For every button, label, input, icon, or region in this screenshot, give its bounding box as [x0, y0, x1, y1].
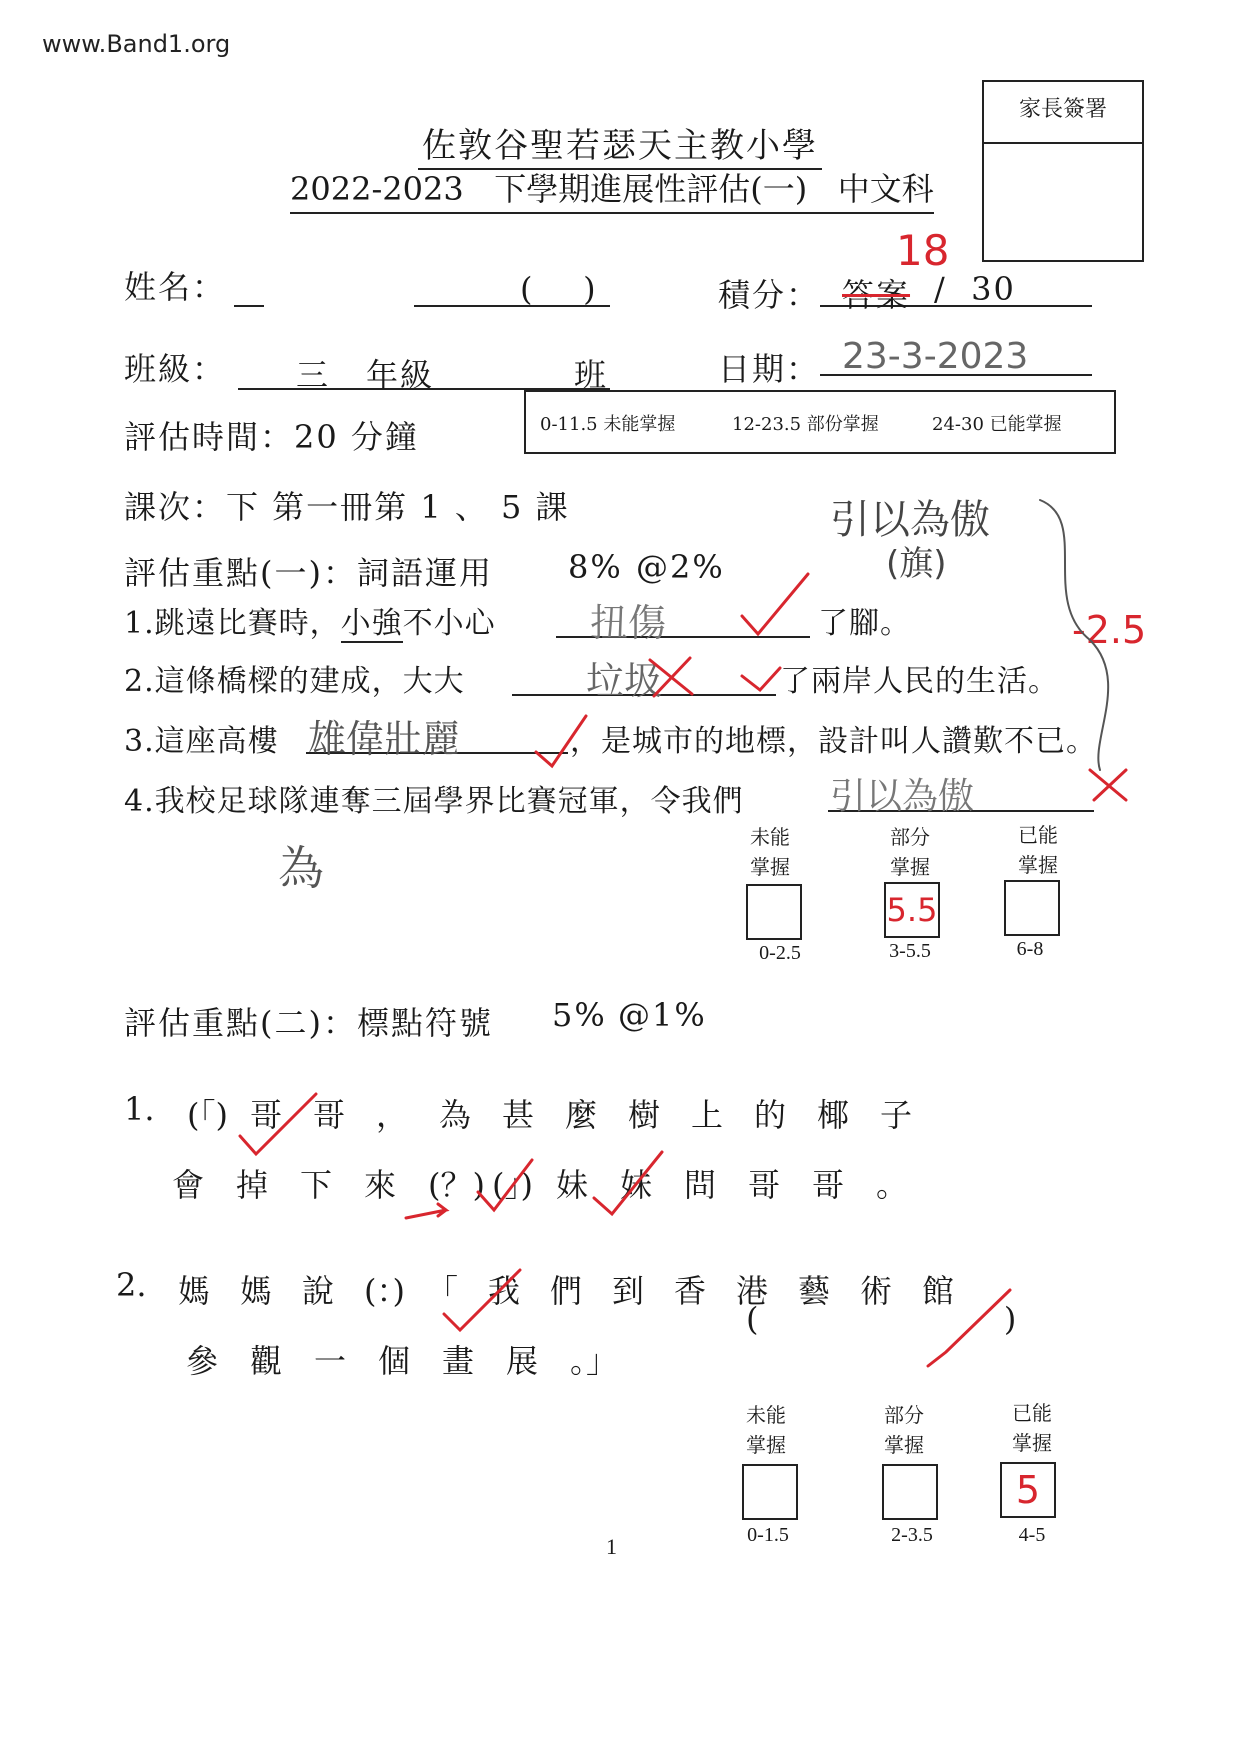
section1-each: @2% — [636, 548, 725, 586]
time-label: 評估時間：20 分鐘 — [124, 418, 419, 456]
grid-char: 哥 — [313, 1096, 346, 1134]
arrow-s2 — [406, 1204, 446, 1218]
tick-s2-q1-b — [478, 1160, 532, 1210]
s2-q2-bracket: ( ) — [746, 1300, 1019, 1338]
grid-char: 來 — [364, 1166, 397, 1204]
date-value: 23-3-2023 — [842, 336, 1029, 377]
grid-char: (」) — [492, 1166, 533, 1204]
s2-partial-label: 部分 掌握 — [884, 1403, 924, 1457]
grid-char: 畫 — [442, 1342, 475, 1380]
deduction-mark: -2.5 — [1072, 608, 1147, 652]
s2-not-mastered-label: 未能 掌握 — [746, 1403, 786, 1457]
grid-char: 哥 — [748, 1166, 781, 1204]
legend-mastered: 24-30 已能掌握 — [932, 414, 1062, 435]
s2-full-range: 4-5 — [1018, 1524, 1046, 1546]
grid-char: 哥 — [250, 1096, 283, 1134]
grid-char: 個 — [378, 1342, 411, 1380]
class-number-paren: ( ) — [520, 270, 598, 308]
tick-answer-1 — [742, 574, 808, 634]
grid-char: 1. — [124, 1090, 155, 1128]
legend-partial: 12-23.5 部份掌握 — [732, 414, 879, 435]
grid-char: 我 — [488, 1272, 521, 1310]
s1-partial-range: 3-5.5 — [889, 940, 931, 962]
tick-s2-q2-a — [444, 1270, 520, 1330]
grid-char: 到 — [612, 1272, 645, 1310]
grid-char: 會 — [172, 1166, 205, 1204]
grid-char: (？) — [428, 1166, 485, 1204]
grid-char: 觀 — [250, 1342, 283, 1380]
section2-heading: 評估重點(二)：標點符號 — [124, 1004, 493, 1042]
section1-heading: 評估重點(一)：詞語運用 — [124, 554, 493, 592]
answer-3: 雄偉壯麗 — [308, 717, 461, 761]
grid-char: 甚 — [502, 1096, 535, 1134]
tick-s2-q1-c — [594, 1152, 662, 1214]
grid-char: 子 — [880, 1096, 913, 1134]
grid-char: 麼 — [565, 1096, 598, 1134]
grid-char: 問 — [684, 1166, 717, 1204]
grid-char: 香 — [674, 1272, 707, 1310]
grid-char: 說 — [302, 1272, 335, 1310]
parent-signature-label: 家長簽署 — [1018, 97, 1107, 122]
tick-s2-q2-b — [928, 1290, 1010, 1366]
handwritten-side-note: 為 — [278, 841, 324, 895]
question-1-3-end: ，是城市的地標，設計叫人讚歎不已。 — [570, 724, 1097, 759]
score-total: / 30 — [934, 270, 1016, 308]
s1-not-range: 0-2.5 — [759, 942, 801, 964]
grid-char: 術 — [860, 1272, 893, 1310]
s1-full-range: 6-8 — [1016, 938, 1044, 960]
question-1-1: 1.跳遠比賽時，小強不小心 — [124, 606, 496, 641]
grid-char: 媽 — [240, 1272, 273, 1310]
question-1-4: 4.我校足球隊連奪三屆學界比賽冠軍，令我們 — [124, 784, 744, 819]
s2-not-range: 0-1.5 — [747, 1524, 789, 1546]
section2-each: @1% — [618, 996, 707, 1034]
grid-char: 。 — [876, 1166, 909, 1204]
grid-char: (「) — [187, 1096, 228, 1134]
s2-partial-range: 2-3.5 — [891, 1524, 933, 1546]
question-1-2: 2.這條橋樑的建成，大大 — [124, 664, 465, 699]
question-1-3: 3.這座高樓 — [124, 724, 279, 759]
question-1-1-end: 了腳。 — [818, 606, 911, 641]
score-label: 積分： — [718, 276, 821, 314]
grid-char: 。」 — [570, 1342, 619, 1380]
grid-char: 掉 — [236, 1166, 269, 1204]
cross-answer-2 — [650, 658, 692, 696]
grid-char: 「 — [426, 1272, 459, 1310]
grid-char: 妹 — [620, 1166, 653, 1204]
score-struck-text: 答案 — [842, 276, 911, 314]
grid-char: 椰 — [817, 1096, 850, 1134]
grid-char: 們 — [550, 1272, 583, 1310]
grid-char: 為 — [439, 1096, 472, 1134]
lesson-label: 課次：下 第一冊第 1 、 5 課 — [124, 488, 570, 526]
grid-char: 展 — [506, 1342, 539, 1380]
school-name: 佐敦谷聖若瑟天主教小學 — [0, 118, 1240, 167]
answer-1: 扭傷 — [590, 601, 667, 645]
class-grade: 三 — [296, 356, 331, 394]
s2-mastered-score: 5 — [1015, 1468, 1041, 1512]
section2-weight: 5% — [552, 996, 607, 1034]
grid-char: (：) — [364, 1272, 405, 1310]
grid-char: 藝 — [798, 1272, 831, 1310]
grid-char: 哥 — [812, 1166, 845, 1204]
grid-char: 一 — [314, 1342, 347, 1380]
pencil-loop — [1040, 500, 1108, 770]
question-1-2-end: 了兩岸人民的生活。 — [780, 664, 1059, 699]
grid-char: 港 — [736, 1272, 769, 1310]
tick-s2-q1-a — [240, 1094, 316, 1154]
grid-char: 下 — [300, 1166, 333, 1204]
grid-char: 上 — [691, 1096, 724, 1134]
exam-title: 2022-2023 下學期進展性評估(一) 中文科 — [290, 164, 934, 214]
section1-weight: 8% — [568, 548, 623, 586]
tick-answer-2 — [742, 668, 780, 690]
grid-char: 樹 — [628, 1096, 661, 1134]
grid-char: 媽 — [178, 1272, 211, 1310]
grid-char: 館 — [922, 1272, 955, 1310]
answer-2: 垃圾 — [586, 659, 663, 703]
grid-char: 妹 — [556, 1166, 589, 1204]
answer-4: 引以為傲 — [830, 776, 975, 817]
grid-char: ， — [376, 1096, 409, 1134]
s1-partial-score: 5.5 — [886, 891, 938, 929]
tick-answer-3 — [536, 716, 586, 766]
grid-char: 參 — [186, 1342, 219, 1380]
legend-not-mastered: 0-11.5 未能掌握 — [540, 414, 676, 435]
class-label: 班級： — [124, 350, 227, 388]
s2-mastered-label: 已能 掌握 — [1012, 1401, 1052, 1455]
handwritten-correction-2: (旗) — [886, 544, 947, 584]
watermark: www.Band1.org — [42, 30, 231, 58]
class-level: 年級 — [366, 356, 435, 394]
name-label: 姓名： — [124, 268, 227, 306]
grid-char: 的 — [754, 1096, 787, 1134]
page-number: 1 — [606, 1534, 617, 1559]
s1-not-mastered-label: 未能 掌握 — [750, 825, 790, 879]
class-suffix: 班 — [574, 356, 609, 394]
cross-answer-4 — [1090, 770, 1126, 800]
handwritten-correction: 引以為傲 — [830, 497, 990, 543]
score-value: 18 — [896, 226, 950, 275]
s1-mastered-label: 已能 掌握 — [1018, 823, 1058, 877]
s1-partial-label: 部分 掌握 — [890, 825, 930, 879]
grid-char: 2. — [116, 1266, 147, 1304]
date-label: 日期： — [718, 350, 821, 388]
